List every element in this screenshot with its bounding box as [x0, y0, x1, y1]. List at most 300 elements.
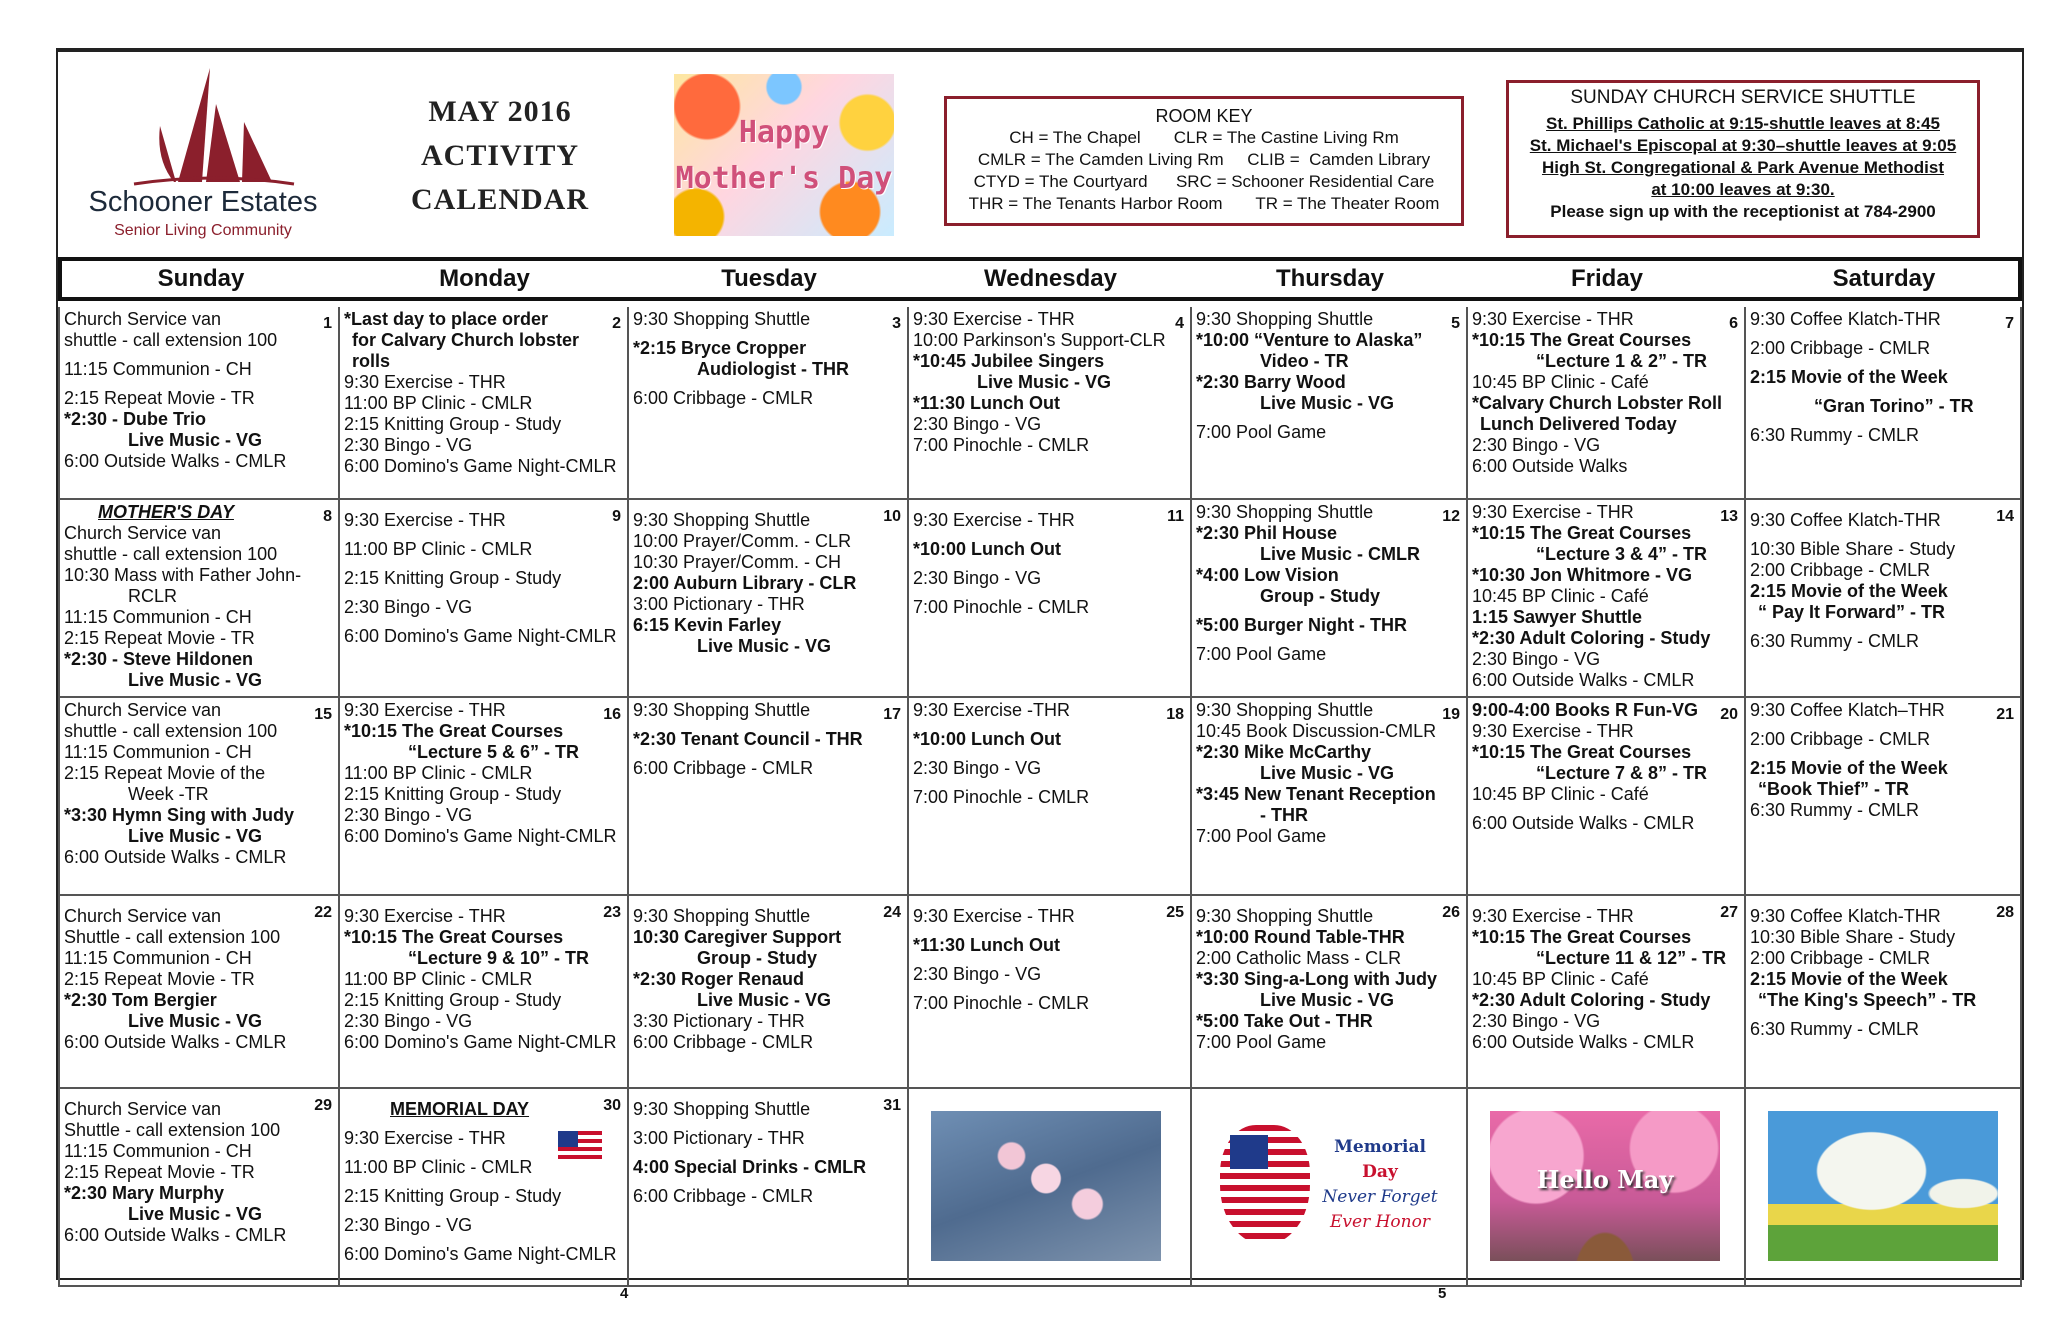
event-line: 9:30 Exercise - THR — [1472, 906, 1634, 926]
event-line: 2:30 Bingo - VG — [913, 758, 1042, 778]
day-number: 10 — [883, 508, 901, 525]
day-cell — [340, 698, 629, 896]
event-line: *3:45 New Tenant Reception — [1196, 784, 1436, 804]
day-cell — [1746, 698, 2022, 896]
event-line: 9:30 Exercise - THR — [913, 906, 1075, 926]
event-line: 6:00 Outside Walks - CMLR — [64, 1032, 287, 1052]
event-line: 11:15 Communion - CH — [64, 1141, 252, 1161]
event-line: 6:00 Domino's Game Night-CMLR — [344, 1032, 617, 1052]
weekday-friday: Friday — [1570, 265, 1644, 292]
event-line: 2:00 Cribbage - CMLR — [1750, 338, 1931, 358]
day-number: 26 — [1442, 904, 1460, 921]
event-line: 9:30 Exercise - THR — [344, 510, 506, 530]
event-line: *10:15 The Great Courses — [344, 721, 564, 741]
event-line: 9:30 Shopping Shuttle — [1196, 309, 1374, 329]
day-number: 16 — [603, 706, 621, 723]
event-line: 11:00 BP Clinic - CMLR — [344, 1157, 533, 1177]
event-line: “Lecture 3 & 4” - TR — [1536, 544, 1708, 564]
event-line: Church Service van — [64, 700, 222, 720]
event-line: 1:15 Sawyer Shuttle — [1472, 607, 1643, 627]
day-number: 25 — [1166, 904, 1184, 921]
cherry-blossom-photo — [931, 1111, 1161, 1261]
day-cell — [340, 307, 629, 500]
event-line: *10:00 “Venture to Alaska” — [1196, 330, 1423, 350]
day-number: 8 — [323, 508, 332, 525]
event-line: 7:00 Pinochle - CMLR — [913, 435, 1090, 455]
room-key-line: CMLR = The Camden Living Rm CLIB = Camden Library — [977, 150, 1431, 169]
event-line: *3:30 Hymn Sing with Judy — [64, 805, 295, 825]
event-line: Group - Study — [1260, 586, 1380, 606]
day-cell — [909, 698, 1192, 896]
holiday-label: MOTHER'S DAY — [98, 502, 234, 522]
sailboat-logo-icon — [64, 64, 334, 188]
memorial-image-line: Day — [1362, 1162, 1398, 1182]
event-line: 9:30 Exercise - THR — [913, 510, 1075, 530]
event-line: 6:00 Cribbage - CMLR — [633, 1032, 814, 1052]
event-line: “Lecture 5 & 6” - TR — [408, 742, 580, 762]
event-line: 2:00 Cribbage - CMLR — [1750, 948, 1931, 968]
event-line: 9:30 Shopping Shuttle — [633, 1099, 811, 1119]
holiday-label: MEMORIAL DAY — [390, 1099, 530, 1119]
day-number: 9 — [612, 508, 621, 525]
event-line: *2:30 Mary Murphy — [64, 1183, 225, 1203]
day-cell — [1746, 500, 2022, 698]
event-line: 2:15 Repeat Movie - TR — [64, 388, 255, 408]
event-line: *4:00 Low Vision — [1196, 565, 1339, 585]
event-line: 9:30 Coffee Klatch-THR — [1750, 309, 1941, 329]
day-cell — [1468, 698, 1746, 896]
day-cell — [1192, 500, 1468, 698]
event-line: 6:00 Cribbage - CMLR — [633, 1186, 814, 1206]
event-line: Live Music - VG — [1260, 763, 1395, 783]
event-line: 2:30 Bingo - VG — [913, 568, 1042, 588]
event-line: *10:00 Lunch Out — [913, 539, 1062, 559]
event-line: 7:00 Pool Game — [1196, 422, 1327, 442]
day-cell — [909, 896, 1192, 1089]
event-line: 10:30 Bible Share - Study — [1750, 927, 1956, 947]
event-line: 11:15 Communion - CH — [64, 359, 252, 379]
event-line: Group - Study — [697, 948, 817, 968]
room-key-line: CTYD = The Courtyard SRC = Schooner Residential Care — [973, 172, 1435, 191]
event-line: *2:30 Mike McCarthy — [1196, 742, 1372, 762]
event-line: *2:30 Adult Coloring - Study — [1472, 990, 1711, 1010]
event-line: 9:30 Exercise - THR — [913, 309, 1075, 329]
event-line: 2:15 Knitting Group - Study — [344, 568, 562, 588]
event-line: Week -TR — [128, 784, 209, 804]
event-line: *10:15 The Great Courses — [1472, 742, 1692, 762]
day-number: 7 — [2005, 315, 2014, 332]
event-line: “Lecture 7 & 8” - TR — [1536, 763, 1708, 783]
event-line: 6:30 Rummy - CMLR — [1750, 1019, 1920, 1039]
shuttle-signup-note: Please sign up with the receptionist at 784-2900 — [1550, 202, 1936, 221]
day-cell — [58, 500, 340, 698]
shuttle-title: SUNDAY CHURCH SERVICE SHUTTLE — [1570, 87, 1916, 108]
event-line: 2:15 Movie of the Week — [1750, 367, 1948, 387]
event-line: 9:30 Shopping Shuttle — [633, 309, 811, 329]
blooming-tree-photo — [1768, 1111, 1998, 1261]
event-line: *2:30 - Steve Hildonen — [64, 649, 254, 669]
event-line: *5:00 Burger Night - THR — [1196, 615, 1408, 635]
day-cell — [58, 698, 340, 896]
title-line: MAY 2016 — [428, 95, 572, 128]
day-number: 2 — [612, 315, 621, 332]
day-number: 31 — [883, 1097, 901, 1114]
memorial-image-line: Memorial — [1334, 1137, 1426, 1157]
day-cell — [340, 1089, 629, 1287]
event-line: 10:30 Prayer/Comm. - CH — [633, 552, 842, 572]
day-cell — [1468, 307, 1746, 500]
event-line: 11:00 BP Clinic - CMLR — [344, 763, 533, 783]
event-line: 6:30 Rummy - CMLR — [1750, 425, 1920, 445]
event-line: Lunch Delivered Today — [1480, 414, 1677, 434]
event-line: 9:30 Exercise - THR — [1472, 309, 1634, 329]
day-number: 29 — [314, 1097, 332, 1114]
event-line: 2:30 Bingo - VG — [344, 805, 473, 825]
shuttle-line: High St. Congregational & Park Avenue Methodist — [1541, 158, 1945, 177]
event-line: 11:00 BP Clinic - CMLR — [344, 539, 533, 559]
event-line: 9:30 Coffee Klatch-THR — [1750, 906, 1941, 926]
day-number: 18 — [1166, 706, 1184, 723]
event-line: Church Service van — [64, 1099, 222, 1119]
event-line: 6:30 Rummy - CMLR — [1750, 631, 1920, 651]
day-cell — [1192, 698, 1468, 896]
event-line: shuttle - call extension 100 — [64, 544, 278, 564]
event-line: 10:00 Prayer/Comm. - CLR — [633, 531, 852, 551]
event-line: Live Music - VG — [697, 636, 832, 656]
event-line: 11:15 Communion - CH — [64, 742, 252, 762]
title-line: ACTIVITY — [420, 139, 580, 172]
day-cell — [629, 1089, 909, 1287]
event-line: 6:15 Kevin Farley — [633, 615, 782, 635]
event-line: Church Service van — [64, 523, 222, 543]
room-key-line: CH = The Chapel CLR = The Castine Living Rm — [1009, 128, 1399, 147]
calendar-grid — [58, 307, 2022, 1287]
event-line: 2:30 Bingo - VG — [1472, 435, 1601, 455]
event-line: 9:30 Exercise - THR — [1472, 721, 1634, 741]
event-line: 9:00-4:00 Books R Fun-VG — [1472, 700, 1699, 720]
event-line: 9:30 Exercise - THR — [344, 1128, 506, 1148]
church-shuttle-box — [1506, 80, 1980, 238]
room-key-box — [944, 96, 1464, 226]
event-line: *10:15 The Great Courses — [1472, 330, 1692, 350]
event-line: *5:00 Take Out - THR — [1196, 1011, 1373, 1031]
event-line: 9:30 Coffee Klatch–THR — [1750, 700, 1945, 720]
shuttle-line: at 10:00 leaves at 9:30. — [1651, 180, 1835, 199]
day-number: 6 — [1729, 315, 1738, 332]
memorial-image-text — [1310, 1135, 1450, 1235]
event-line: 10:45 BP Clinic - Café — [1472, 784, 1649, 804]
day-cell — [909, 307, 1192, 500]
day-cell — [1468, 500, 1746, 698]
day-number: 3 — [892, 315, 901, 332]
event-line: Live Music - VG — [697, 990, 832, 1010]
event-line: Live Music - VG — [1260, 393, 1395, 413]
day-number: 30 — [603, 1097, 621, 1114]
day-cell — [1192, 896, 1468, 1089]
event-line: 6:00 Domino's Game Night-CMLR — [344, 826, 617, 846]
day-cell — [1746, 307, 2022, 500]
event-line: 9:30 Shopping Shuttle — [1196, 700, 1374, 720]
event-line: 9:30 Exercise - THR — [344, 372, 506, 392]
decorative-picture-cell — [1746, 1089, 2022, 1287]
day-number: 4 — [1175, 315, 1184, 332]
event-line: 7:00 Pinochle - CMLR — [913, 597, 1090, 617]
event-line: “Gran Torino” - TR — [1814, 396, 1974, 416]
event-line: Church Service van — [64, 309, 222, 329]
event-line: 9:30 Exercise - THR — [344, 700, 506, 720]
page-number: 4 — [620, 1285, 629, 1302]
day-cell — [58, 1089, 340, 1287]
event-line: 6:00 Cribbage - CMLR — [633, 388, 814, 408]
day-number: 15 — [314, 706, 332, 723]
event-line: 6:30 Rummy - CMLR — [1750, 800, 1920, 820]
day-cell — [58, 896, 340, 1089]
event-line: 2:30 Bingo - VG — [913, 414, 1042, 434]
event-line: 10:30 Bible Share - Study — [1750, 539, 1956, 559]
memorial-image-line: Ever Honor — [1330, 1212, 1430, 1232]
logo-tagline: Senior Living Community — [114, 222, 292, 239]
mothers-day-image-text: Happy Mother's Day — [675, 115, 893, 196]
event-line: *10:15 The Great Courses — [1472, 927, 1692, 947]
event-line: 6:00 Domino's Game Night-CMLR — [344, 456, 617, 476]
event-line: Live Music - CMLR — [1260, 544, 1421, 564]
event-line: *2:30 Adult Coloring - Study — [1472, 628, 1711, 648]
event-line: *10:30 Jon Whitmore - VG — [1472, 565, 1693, 585]
event-line: 7:00 Pool Game — [1196, 826, 1327, 846]
event-line: Live Music - VG — [128, 430, 263, 450]
day-cell — [58, 307, 340, 500]
event-line: *3:30 Sing-a-Long with Judy — [1196, 969, 1438, 989]
event-line: 2:15 Knitting Group - Study — [344, 414, 562, 434]
event-line: 2:00 Auburn Library - CLR — [633, 573, 857, 593]
event-line: 10:30 Caregiver Support — [633, 927, 842, 947]
event-line: 2:15 Repeat Movie - TR — [64, 628, 255, 648]
event-line: 2:30 Bingo - VG — [344, 435, 473, 455]
event-line: *2:30 Tom Bergier — [64, 990, 217, 1010]
event-line: *2:30 - Dube Trio — [64, 409, 207, 429]
event-line: Shuttle - call extension 100 — [64, 1120, 281, 1140]
day-number: 5 — [1451, 315, 1460, 332]
decorative-picture-cell — [1192, 1089, 1468, 1287]
day-cell — [340, 500, 629, 698]
weekday-wednesday: Wednesday — [984, 265, 1117, 292]
memorial-day-image — [1214, 1111, 1444, 1261]
day-cell — [629, 896, 909, 1089]
event-line: Shuttle - call extension 100 — [64, 927, 281, 947]
day-number: 20 — [1720, 706, 1738, 723]
schooner-estates-logo — [64, 64, 334, 244]
shuttle-line: St. Michael's Episcopal at 9:30–shuttle leaves at 9:05 — [1529, 136, 1957, 155]
event-line: Video - TR — [1260, 351, 1349, 371]
event-line: 9:30 Coffee Klatch-THR — [1750, 510, 1941, 530]
decorative-picture-cell — [909, 1089, 1192, 1287]
day-cell — [629, 307, 909, 500]
weekday-tuesday: Tuesday — [721, 265, 817, 292]
event-line: 2:15 Repeat Movie - TR — [64, 969, 255, 989]
event-line: 6:00 Outside Walks - CMLR — [64, 1225, 287, 1245]
event-line: 3:30 Pictionary - THR — [633, 1011, 805, 1031]
event-line: 2:15 Knitting Group - Study — [344, 784, 562, 804]
event-line: *10:15 The Great Courses — [1472, 523, 1692, 543]
event-line: “Book Thief” - TR — [1758, 779, 1909, 799]
event-line: 2:30 Bingo - VG — [1472, 1011, 1601, 1031]
day-cell — [909, 500, 1192, 698]
event-line: 10:45 BP Clinic - Café — [1472, 372, 1649, 392]
weekday-header — [58, 257, 2022, 301]
day-number: 12 — [1442, 508, 1460, 525]
event-line: 2:30 Bingo - VG — [344, 1215, 473, 1235]
event-line: “Lecture 11 & 12” - TR — [1536, 948, 1727, 968]
event-line: 2:30 Bingo - VG — [344, 1011, 473, 1031]
event-line: 2:30 Bingo - VG — [1472, 649, 1601, 669]
event-line: 6:00 Outside Walks - CMLR — [64, 847, 287, 867]
event-line: 9:30 Shopping Shuttle — [1196, 906, 1374, 926]
event-line: 2:15 Knitting Group - Study — [344, 990, 562, 1010]
day-cell — [1468, 896, 1746, 1089]
event-line: *10:00 Lunch Out — [913, 729, 1062, 749]
logo-name: Schooner Estates — [88, 186, 318, 218]
hello-may-image-text: Hello May — [1536, 1165, 1674, 1194]
day-cell — [1192, 307, 1468, 500]
decorative-picture-cell — [1468, 1089, 1746, 1287]
event-line: 2:15 Knitting Group - Study — [344, 1186, 562, 1206]
event-line: 9:30 Exercise - THR — [1472, 502, 1634, 522]
day-cell — [629, 698, 909, 896]
event-line: “Lecture 1 & 2” - TR — [1536, 351, 1708, 371]
event-line: *Calvary Church Lobster Roll — [1472, 393, 1723, 413]
event-line: *2:30 Phil House — [1196, 523, 1338, 543]
event-line: *2:30 Barry Wood — [1196, 372, 1346, 392]
event-line: *2:15 Bryce Cropper — [633, 338, 807, 358]
event-line: 10:45 BP Clinic - Café — [1472, 969, 1649, 989]
event-line: Church Service van — [64, 906, 222, 926]
event-line: 7:00 Pinochle - CMLR — [913, 787, 1090, 807]
american-flags-wreath-icon — [1220, 1125, 1310, 1245]
event-line: 9:30 Exercise -THR — [913, 700, 1071, 720]
day-number: 24 — [883, 904, 901, 921]
day-number: 28 — [1996, 904, 2014, 921]
event-line: Live Music - VG — [128, 670, 263, 690]
american-flag-icon — [558, 1131, 602, 1161]
day-number: 13 — [1720, 508, 1738, 525]
event-line: 7:00 Pool Game — [1196, 1032, 1327, 1052]
event-line: *2:30 Roger Renaud — [633, 969, 805, 989]
event-line: 6:00 Outside Walks - CMLR — [1472, 1032, 1695, 1052]
event-line: 6:00 Outside Walks - CMLR — [1472, 670, 1695, 690]
event-line: *11:30 Lunch Out — [913, 935, 1061, 955]
event-line: *Last day to place order — [344, 309, 549, 329]
event-line: 9:30 Shopping Shuttle — [1196, 502, 1374, 522]
event-line: 2:15 Repeat Movie - TR — [64, 1162, 255, 1182]
event-line: 2:15 Movie of the Week — [1750, 969, 1948, 989]
weekday-thursday: Thursday — [1275, 265, 1385, 292]
title-line: CALENDAR — [410, 183, 589, 216]
event-line: 2:00 Cribbage - CMLR — [1750, 560, 1931, 580]
event-line: 11:00 BP Clinic - CMLR — [344, 393, 533, 413]
event-line: 2:15 Movie of the Week — [1750, 758, 1948, 778]
event-line: Live Music - VG — [128, 826, 263, 846]
event-line: 2:15 Repeat Movie of the — [64, 763, 266, 783]
day-number: 11 — [1167, 508, 1184, 525]
event-line: *10:45 Jubilee Singers — [913, 351, 1105, 371]
day-number: 1 — [323, 315, 332, 332]
weekday-monday: Monday — [439, 265, 530, 292]
event-line: 7:00 Pinochle - CMLR — [913, 993, 1090, 1013]
event-line: “Lecture 9 & 10” - TR — [408, 948, 590, 968]
event-line: 3:00 Pictionary - THR — [633, 594, 805, 614]
event-line: - THR — [1260, 805, 1308, 825]
event-line: 9:30 Shopping Shuttle — [633, 906, 811, 926]
event-line: 3:00 Pictionary - THR — [633, 1128, 805, 1148]
event-line: 6:00 Outside Walks - CMLR — [1472, 813, 1695, 833]
day-number: 27 — [1720, 904, 1738, 921]
event-line: 7:00 Pool Game — [1196, 644, 1327, 664]
mothers-day-image — [674, 74, 894, 236]
day-cell — [340, 896, 629, 1089]
event-line: 9:30 Exercise - THR — [344, 906, 506, 926]
day-cell — [629, 500, 909, 698]
event-line: 10:00 Parkinson's Support-CLR — [913, 330, 1166, 350]
event-line: Live Music - VG — [128, 1204, 263, 1224]
event-line: 2:00 Catholic Mass - CLR — [1196, 948, 1402, 968]
event-line: Live Music - VG — [1260, 990, 1395, 1010]
event-line: 11:00 BP Clinic - CMLR — [344, 969, 533, 989]
hello-may-image — [1490, 1111, 1720, 1261]
event-line: for Calvary Church lobster — [352, 330, 580, 350]
shuttle-line: St. Phillips Catholic at 9:15-shuttle leaves at 8:45 — [1546, 114, 1940, 133]
event-line: 10:30 Mass with Father John- — [64, 565, 302, 585]
day-number: 17 — [883, 706, 901, 723]
room-key-title: ROOM KEY — [1155, 106, 1253, 126]
event-line: Live Music - VG — [977, 372, 1112, 392]
event-line: 2:30 Bingo - VG — [913, 964, 1042, 984]
event-line: 6:00 Domino's Game Night-CMLR — [344, 1244, 617, 1264]
event-line: RCLR — [128, 586, 178, 606]
event-line: *2:30 Tenant Council - THR — [633, 729, 863, 749]
event-line: 9:30 Shopping Shuttle — [633, 510, 811, 530]
event-line: *10:00 Round Table-THR — [1196, 927, 1405, 947]
event-line: 4:00 Special Drinks - CMLR — [633, 1157, 867, 1177]
event-line: 10:45 Book Discussion-CMLR — [1196, 721, 1437, 741]
day-number: 23 — [603, 904, 621, 921]
event-line: 10:45 BP Clinic - Café — [1472, 586, 1649, 606]
day-number: 19 — [1442, 706, 1460, 723]
day-number: 21 — [1996, 706, 2014, 723]
event-line: 11:15 Communion - CH — [64, 948, 252, 968]
event-line: “The King's Speech” - TR — [1758, 990, 1977, 1010]
event-line: Audiologist - THR — [697, 359, 849, 379]
event-line: *11:30 Lunch Out — [913, 393, 1061, 413]
event-line: shuttle - call extension 100 — [64, 330, 278, 350]
weekday-saturday: Saturday — [1832, 265, 1936, 292]
weekday-sunday: Sunday — [157, 265, 245, 292]
event-line: Live Music - VG — [128, 1011, 263, 1031]
event-line: 6:00 Domino's Game Night-CMLR — [344, 626, 617, 646]
page-title — [380, 90, 620, 222]
event-line: 2:30 Bingo - VG — [344, 597, 473, 617]
event-line: *10:15 The Great Courses — [344, 927, 564, 947]
event-line: rolls — [352, 351, 391, 371]
event-line: 6:00 Outside Walks — [1472, 456, 1628, 476]
event-line: 2:15 Movie of the Week — [1750, 581, 1948, 601]
event-line: 9:30 Shopping Shuttle — [633, 700, 811, 720]
room-key-line: THR = The Tenants Harbor Room TR = The Theater Room — [968, 194, 1440, 213]
day-number: 14 — [1996, 508, 2014, 525]
event-line: 6:00 Outside Walks - CMLR — [64, 451, 287, 471]
event-line: 2:00 Cribbage - CMLR — [1750, 729, 1931, 749]
memorial-image-line: Never Forget — [1322, 1187, 1438, 1207]
page-number: 5 — [1438, 1285, 1447, 1302]
